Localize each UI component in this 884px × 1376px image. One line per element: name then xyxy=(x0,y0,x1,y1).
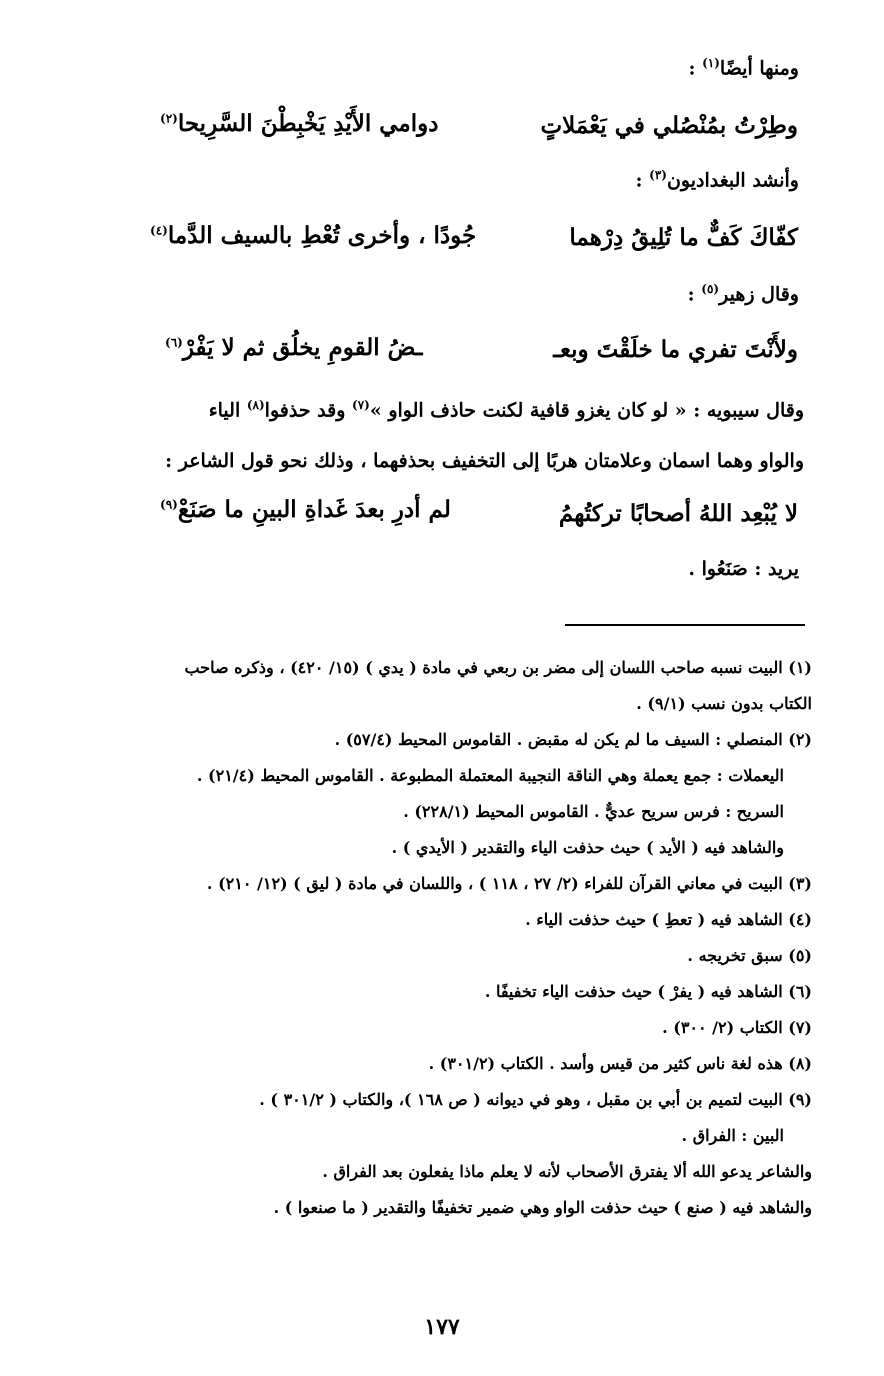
footnote-6: (٦) الشاهد فيه ( يفرْ ) حيث حذفت الياء تخفيفًا . xyxy=(484,982,812,1001)
text: جُودًا ، وأخرى تُعْطِ بالسيف الدَّما xyxy=(167,222,477,249)
footnote-1: (١) البيت نسبه صاحب اللسان إلى مضر بن ربعي في مادة ( يدي ) (١٥/ ٤٢٠) ، وذكره صاحب xyxy=(184,658,812,677)
footnotes xyxy=(70,650,812,1226)
verse-1-first-hemistich: وطِرْتُ بمُنْصُلي في يَعْمَلاتٍ xyxy=(540,112,798,139)
text: الياء xyxy=(208,399,247,422)
text: لم أدرِ بعدَ غَداةِ البينِ ما صَنَعْ xyxy=(177,496,451,523)
intro-line-3 xyxy=(688,282,799,305)
footnote-4: (٤) الشاهد فيه ( تعطِ ) حيث حذفت الياء . xyxy=(525,910,812,929)
text: وقال زهير xyxy=(719,283,799,306)
footnote-3: (٣) البيت في معاني القرآن للفراء (٢/ ٢٧ ، ١١٨ ) ، واللسان في مادة ( ليق ) (١٢/ ٢١٠) . xyxy=(206,874,812,893)
footnote-1-cont: الكتاب بدون نسب (٩/١) . xyxy=(636,694,812,713)
footnote-ref: (٩) xyxy=(160,497,178,512)
footnote-separator xyxy=(565,624,805,626)
footnote-ref: (٦) xyxy=(165,335,183,350)
footnote-ref: (١) xyxy=(702,56,720,70)
verse-2-second-hemistich xyxy=(150,222,476,249)
text: ومنها أيضًا xyxy=(719,57,799,80)
sibawayh-quote-line xyxy=(209,398,804,421)
text: وقال سيبويه : « لو كان يغزو قافية لكنت حاذف الواو » xyxy=(369,399,804,422)
intro-line-2 xyxy=(636,168,800,191)
page-number: ١٧٧ xyxy=(424,1314,460,1340)
footnote-ref: (٤) xyxy=(150,223,168,238)
text: : xyxy=(688,57,703,80)
footnote-2-cont: السريح : فرس سريح عديٌّ . القاموس المحيط (٢٢٨/١) . xyxy=(403,802,784,821)
verse-4-first-hemistich: لا يُبْعِد اللهُ أصحابًا تركتُهمُ xyxy=(558,500,798,527)
footnote-5: (٥) سبق تخريجه . xyxy=(687,946,812,965)
footnote-9-cont: والشاعر يدعو الله ألا يفترق الأصحاب لأنه لا يعلم ماذا يفعلون بعد الفراق . xyxy=(322,1162,812,1181)
text: وقد حذفوا xyxy=(264,399,353,422)
text: وأنشد البغداديون xyxy=(666,169,799,192)
footnote-2-cont: اليعملات : جمع يعملة وهي الناقة النجيبة المعتملة المطبوعة . القاموس المحيط (٢١/٤) . xyxy=(196,766,784,785)
verse-3-first-hemistich: ولأَنْتَ تفري ما خلَقْتَ وبعـ xyxy=(553,336,798,363)
footnote-ref: (٣) xyxy=(649,168,667,182)
footnote-9-cont: والشاهد فيه ( صنع ) حيث حذفت الواو وهي ضمير تخفيفًا والتقدير ( ما صنعوا ) . xyxy=(273,1198,812,1217)
verse-3-second-hemistich xyxy=(165,334,423,361)
footnote-ref: (٢) xyxy=(160,111,178,126)
footnote-ref: (٥) xyxy=(701,282,720,296)
meaning-line: يريد : صَنَعُوا . xyxy=(688,558,799,580)
text: دوامي الأَيْدِ يَخْبِطْنَ السَّرِيحا xyxy=(177,110,439,137)
text: ـضُ القومِ يخلُق ثم لا يَفْرْ xyxy=(182,334,423,361)
footnote-ref: (٧) xyxy=(352,398,370,412)
footnote-9-cont: البين : الفراق . xyxy=(681,1126,784,1145)
footnote-9: (٩) البيت لتميم بن أبي بن مقبل ، وهو في ديوانه ( ص ١٦٨ )، والكتاب ( ٣٠١/٢ ) . xyxy=(259,1090,812,1109)
intro-line-1 xyxy=(688,56,799,79)
verse-2-first-hemistich: كفّاكَ كَفٌّ ما تُلِيقُ دِرْهما xyxy=(569,224,798,251)
footnote-7: (٧) الكتاب (٢/ ٣٠٠) . xyxy=(662,1018,812,1037)
footnote-2: (٢) المنصلي : السيف ما لم يكن له مقبض . القاموس المحيط (٥٧/٤) . xyxy=(334,730,812,749)
footnote-ref: (٨) xyxy=(246,398,265,412)
verse-4-second-hemistich xyxy=(160,496,451,523)
text: : xyxy=(687,283,702,306)
verse-1-second-hemistich xyxy=(160,110,439,137)
explanation-line: والواو وهما اسمان وعلامتان هربًا إلى التخفيف بحذفهما ، وذلك نحو قول الشاعر : xyxy=(165,450,804,472)
footnote-8: (٨) هذه لغة ناس كثير من قيس وأسد . الكتاب (٣٠١/٢) . xyxy=(428,1054,812,1073)
text: : xyxy=(635,169,650,192)
footnote-2-cont: والشاهد فيه ( الأيد ) حيث حذفت الياء والتقدير ( الأيدي ) . xyxy=(391,838,784,857)
